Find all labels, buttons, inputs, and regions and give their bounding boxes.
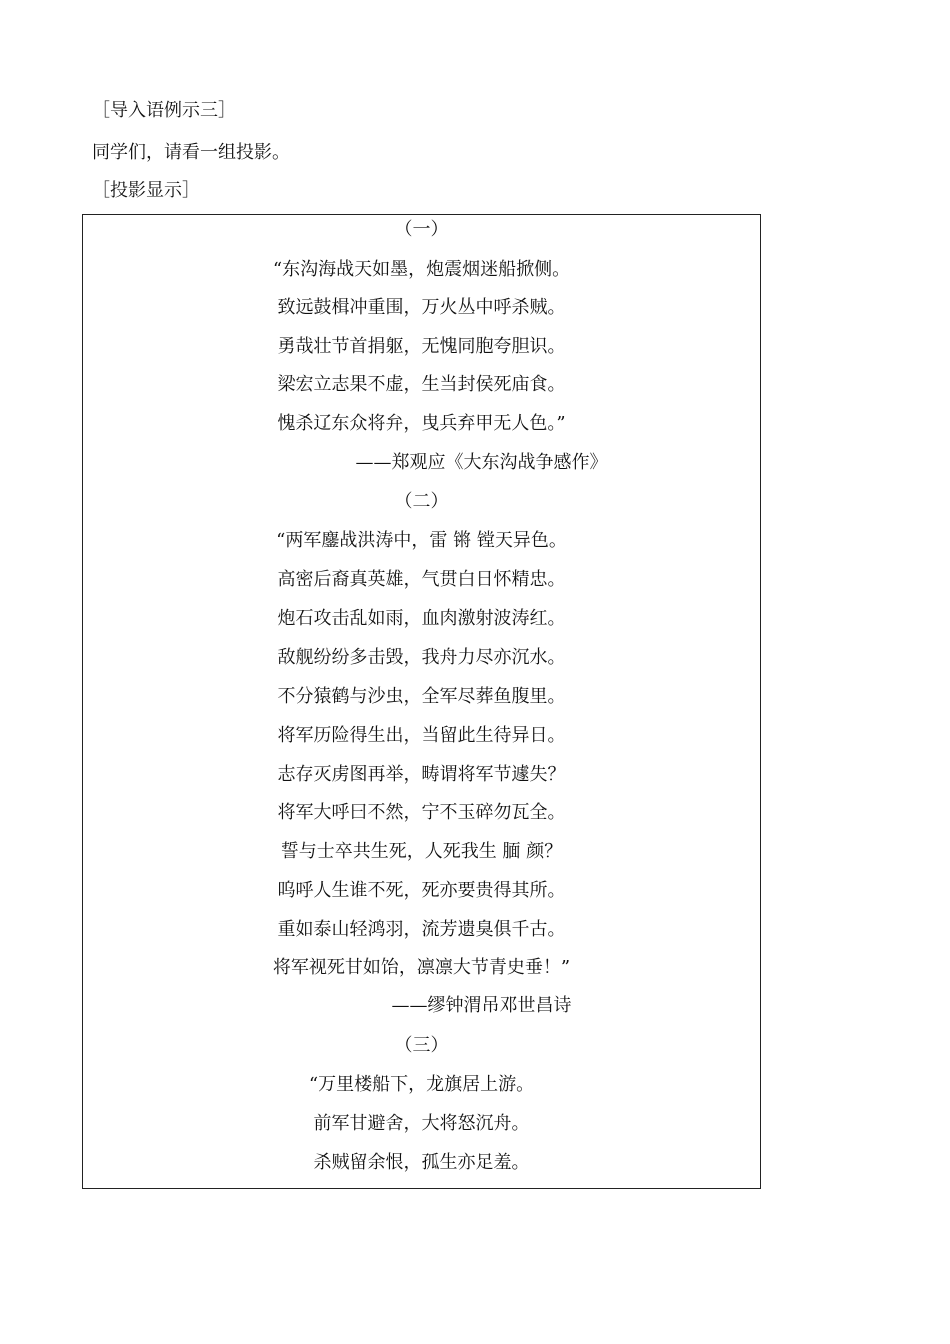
poem-2-line: 誓与士卒共生死，人死我生 腼 颜？ [280,841,563,862]
poem-3-line: “万里楼船下，龙旗居上游。 [308,1074,535,1095]
poem-1-line: 致远鼓楫冲重围，万火丛中呼杀贼。 [277,297,566,318]
intro-sentence: 同学们，请看一组投影。 [92,142,290,163]
poem-2-line: 重如泰山轻鸿羽，流芳遗臭俱千古。 [277,919,566,940]
poem-1-line: 梁宏立志果不虚，生当封侯死庙食。 [277,374,566,395]
poem-2-line: 志存灭虏图再举，畴谓将军节遽失？ [277,764,566,785]
poem-1-line: “东沟海战天如墨，炮震烟迷船掀侧。 [272,259,571,280]
poem-2-line: 不分猿鹤与沙虫，全军尽葬鱼腹里。 [277,686,566,707]
poem-2-line: 将军大呼曰不然，宁不玉碎勿瓦全。 [277,802,566,823]
poem-2-line: 呜呼人生谁不死，死亦要贵得其所。 [277,880,566,901]
poem-2-attribution: ——缪钟渭吊邓世昌诗 [391,995,572,1016]
poem-2-line: 将军视死甘如饴，凛凛大节青史垂！” [272,957,571,978]
poem-3-line: 杀贼留余恨，孤生亦足羞。 [313,1152,530,1173]
poem-2-line: 将军历险得生出，当留此生待异日。 [277,725,566,746]
poem-1-line: 勇哉壮节首捐躯，无愧同胞夸胆识。 [277,336,566,357]
poem-1-line: 愧杀辽东众将弁，曳兵弃甲无人色。” [277,413,566,434]
poem-2-line: 高密后裔真英雄，气贯白日怀精忠。 [277,569,566,590]
poem-2-line: “两军鏖战洪涛中，雷 锵 镗天异色。 [276,530,567,551]
projection-box [82,214,761,1189]
poem-3-line: 前军甘避舍，大将怒沉舟。 [313,1113,530,1134]
poem-1-attribution: ——郑观应《大东沟战争感作》 [355,452,608,473]
poem-2-line: 炮石攻击乱如雨，血肉激射波涛红。 [277,608,566,629]
projection-label: ［投影显示］ [92,180,200,201]
intro-heading: ［导入语例示三］ [92,100,236,121]
poem-3-number: （三） [394,1035,449,1056]
poem-2-line: 敌舰纷纷多击毁，我舟力尽亦沉水。 [277,647,566,668]
poem-2-number: （二） [394,491,449,512]
poem-1-number: （一） [394,219,449,240]
